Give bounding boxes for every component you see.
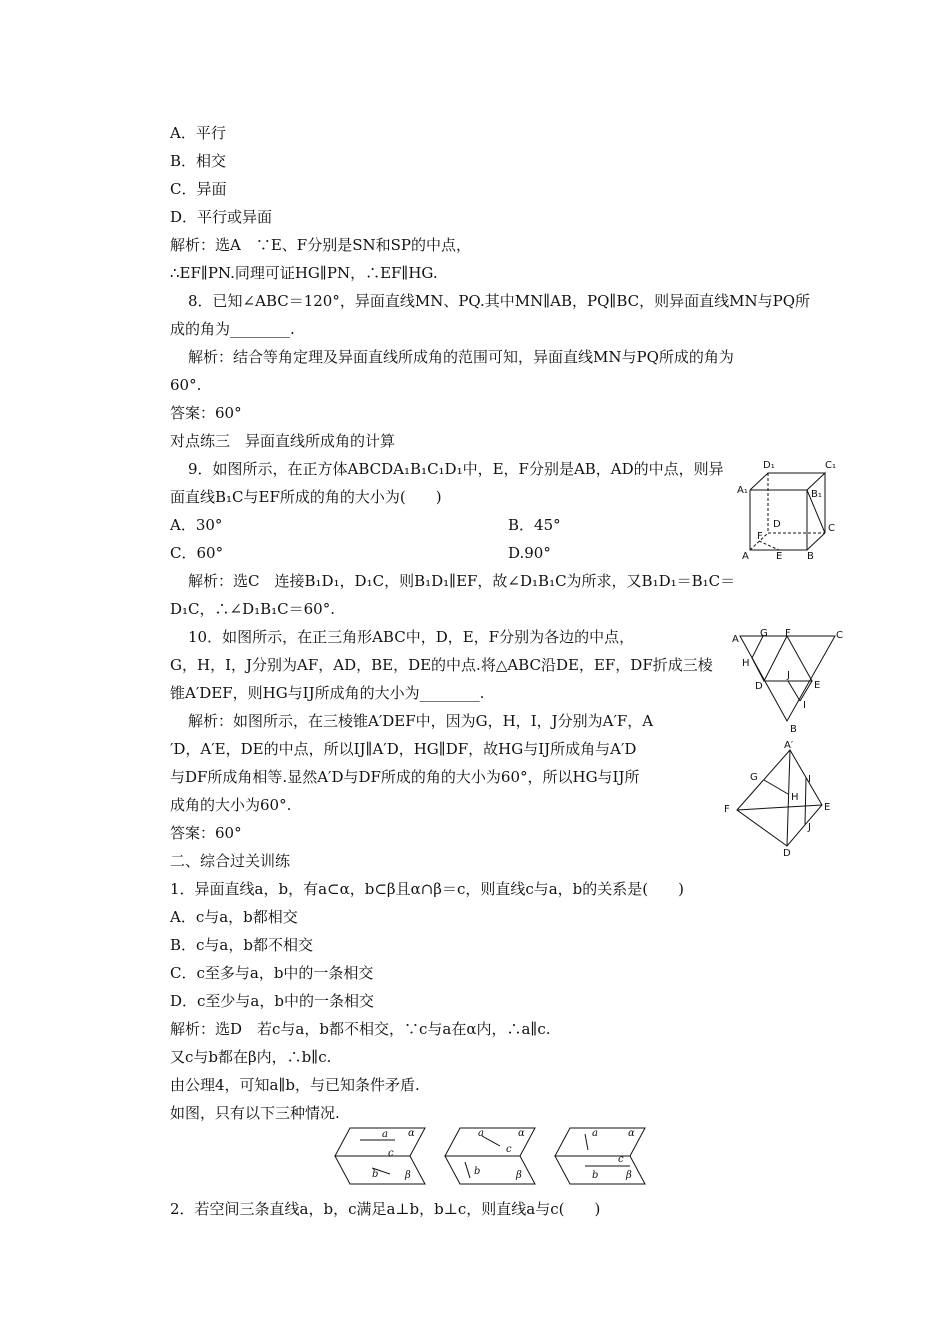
planes-labels-3 [592,1128,635,1181]
text-line: C．60° [170,544,224,562]
plane3-label-beta: β [626,1170,632,1181]
cube-label-c1: C₁ [825,460,836,471]
text-line: 答案：60° [170,404,242,422]
text-line: 60°. [170,376,202,394]
text-line: 锥A′DEF，则HG与IJ所成角的大小为________. [170,684,485,702]
tri-label-j: J [787,670,790,681]
text-line: D.90° [508,544,551,562]
text-line: 如图，只有以下三种情况. [170,1104,340,1122]
text-line: 面直线B₁C与EF所成的角的大小为( ) [170,488,442,506]
text-line: B．相交 [170,152,227,170]
cube-label-d1: D₁ [763,460,775,471]
planes-labels-2 [474,1128,525,1181]
tri-label-d: D [755,681,763,692]
text-line: 解析：结合等角定理及异面直线所成角的范围可知，异面直线MN与PQ所成的角为 [188,348,734,366]
cube-label-d: D [773,519,781,530]
planes-labels-1 [372,1128,415,1181]
tet-label-h: H [791,792,799,803]
cube-label-b: B [807,551,814,562]
text-line: C．异面 [170,180,227,198]
triangle-figure [730,626,850,736]
cube-label-a: A [742,551,749,562]
text-line: A．平行 [170,124,226,142]
plane1-label-beta: β [405,1170,411,1181]
text-line: 解析：选A ∵E、F分别是SN和SP的中点， [170,236,471,254]
text-line: B．45° [508,516,561,534]
tet-label-j: J [808,822,811,833]
tri-label-a: A [732,634,739,645]
tri-label-c: C [836,630,843,641]
text-line: 由公理4，可知a∥b，与已知条件矛盾. [170,1076,420,1094]
text-line: G，H，I，J分别为AF，AD，BE，DE的中点.将△ABC沿DE，EF，DF折成三棱 [170,656,713,674]
plane1-label-a: a [382,1129,388,1140]
text-line: C．c至多与a，b中的一条相交 [170,964,374,982]
text-line: 成角的大小为60°. [170,796,292,814]
text-line: 成的角为________. [170,320,295,338]
cube-figure [735,455,845,565]
plane3-label-b: b [592,1170,599,1181]
tri-label-g: G [760,628,768,639]
tri-label-b: B [790,724,797,735]
text-line: D．平行或异面 [170,208,273,226]
text-line: B．c与a，b都不相交 [170,936,313,954]
plane2-label-b: b [474,1166,481,1177]
text-line: ′D，A′E，DE的中点，所以IJ∥A′D，HG∥DF，故HG与IJ所成角与A′D [170,740,637,758]
plane2-label-beta: β [516,1170,522,1181]
cube-label-b1: B₁ [811,489,822,500]
cube-label-c: C [828,523,835,534]
plane3-label-alpha: α [628,1128,635,1139]
plane1-label-alpha: α [408,1128,415,1139]
text-line: 答案：60° [170,824,242,842]
text-line: 1．异面直线a，b，有a⊂α，b⊂β且α∩β＝c，则直线c与a，b的关系是( ) [170,880,684,898]
cube-label-f: F [757,531,763,542]
text-line: 解析：选C 连接B₁D₁，D₁C，则B₁D₁∥EF，故∠D₁B₁C为所求，又B₁D₁＝B₁C＝ [188,572,736,590]
plane3-label-a: a [592,1128,598,1139]
text-line: 与DF所成角相等.显然A′D与DF所成的角的大小为60°，所以HG与IJ所 [170,768,640,786]
tet-label-g: G [750,772,758,783]
tri-label-i: I [803,700,806,711]
text-line: 解析：选D 若c与a，b都不相交，∵c与a在α内，∴a∥c. [170,1020,551,1038]
plane3-label-c: c [618,1154,624,1165]
plane1-label-c: c [388,1148,394,1159]
plane1-label-b: b [372,1169,379,1180]
planes-figure [330,1122,670,1194]
text-line: 又c与b都在β内，∴b∥c. [170,1048,332,1066]
plane2-label-c: c [506,1144,512,1155]
text-line: D₁C，∴∠D₁B₁C＝60°. [170,600,335,618]
text-line: A．30° [170,516,223,534]
tet-label-f: F [724,804,730,815]
tet-label-i: I [808,774,811,785]
text-line: 对点练三 异面直线所成角的计算 [170,432,396,450]
text-line: 9．如图所示，在正方体ABCDA₁B₁C₁D₁中，E，F分别是AB，AD的中点，则异 [188,460,724,478]
text-line: 二、综合过关训练 [170,852,291,870]
tri-label-f: F [785,628,791,639]
text-line: 8．已知∠ABC＝120°，异面直线MN、PQ.其中MN∥AB，PQ∥BC，则异面直线MN与PQ所 [188,292,810,310]
text-line: 解析：如图所示，在三棱锥A′DEF中，因为G，H，I，J分别为A′F，A [188,712,654,730]
plane2-label-a: a [478,1128,484,1139]
tet-label-a: A′ [784,740,794,751]
plane2-label-alpha: α [518,1128,525,1139]
text-line: 2．若空间三条直线a，b，c满足a⊥b，b⊥c，则直线a与c( ) [170,1200,601,1218]
text-line: 10．如图所示，在正三角形ABC中，D，E，F分别为各边的中点， [188,628,635,646]
tri-label-e: E [814,680,821,691]
cube-label-a1: A₁ [737,485,748,496]
text-line: D．c至少与a，b中的一条相交 [170,992,374,1010]
text-line: A．c与a，b都相交 [170,908,298,926]
text-line: ∴EF∥PN.同理可证HG∥PN，∴EF∥HG. [170,264,438,282]
cube-label-e: E [776,551,783,562]
tet-label-e: E [824,802,831,813]
tet-label-d: D [783,848,791,859]
tetrahedron-figure [722,738,842,860]
tri-label-h: H [742,658,750,669]
